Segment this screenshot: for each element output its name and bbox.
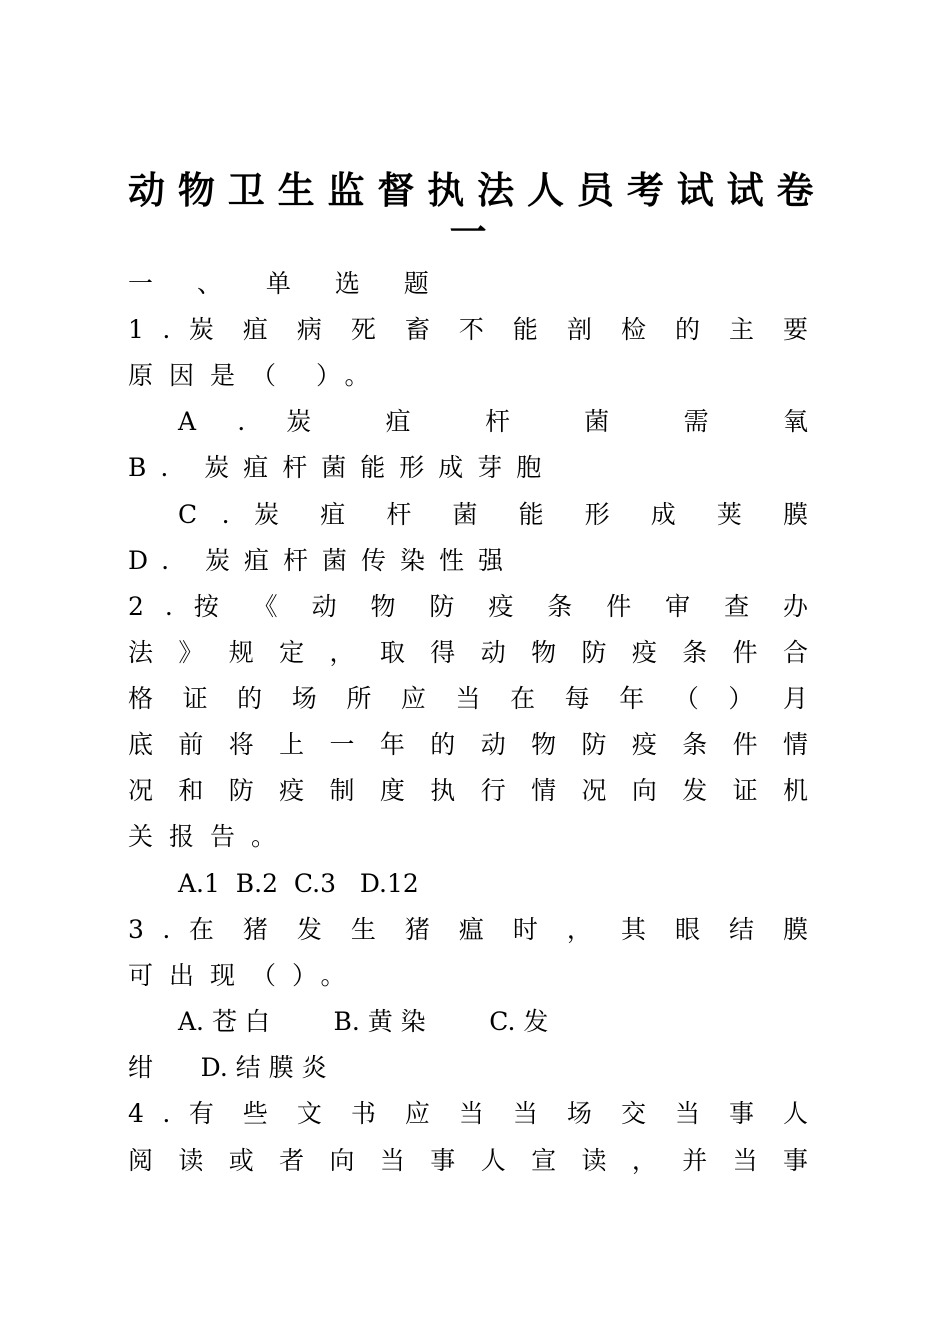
question-1-option-c: C . 炭 疽 杆 菌 能 形 成 荚 膜 bbox=[178, 500, 808, 529]
question-2-line-4: 底 前 将 上 一 年 的 动 物 防 疫 条 件 情 bbox=[128, 730, 808, 759]
question-1-option-d: D. 炭疽杆菌传染性强 bbox=[128, 546, 518, 575]
document-title-line2: 一 bbox=[449, 210, 487, 254]
question-4-line-1: 4 . 有 些 文 书 应 当 当 场 交 当 事 人 bbox=[128, 1099, 808, 1128]
question-4-line-2: 阅 读 或 者 向 当 事 人 宣 读 ， 并 当 事 bbox=[128, 1146, 808, 1175]
question-2-line-1: 2 . 按 《 动 物 防 疫 条 件 审 查 办 bbox=[128, 592, 808, 621]
question-1-line-1: 1 . 炭 疽 病 死 畜 不 能 剖 检 的 主 要 bbox=[128, 315, 808, 344]
document-title-line1: 动 物 卫 生 监 督 执 法 人 员 考 试 试 卷 bbox=[128, 168, 814, 212]
question-3-line-2: 可出现（）。 bbox=[128, 961, 362, 990]
question-1-option-b: B. 炭疽杆菌能形成芽胞 bbox=[128, 453, 556, 482]
question-1-option-a: A . 炭 疽 杆 菌 需 氧 bbox=[178, 407, 808, 436]
question-2-line-3: 格 证 的 场 所 应 当 在 每 年 （ ） 月 bbox=[128, 684, 808, 713]
question-1-line-2: 原因是（ ）。 bbox=[128, 361, 386, 390]
question-2-line-5: 况 和 防 疫 制 度 执 行 情 况 向 发 证 机 bbox=[128, 776, 808, 805]
question-2-line-2: 法 》 规 定 ， 取 得 动 物 防 疫 条 件 合 bbox=[128, 638, 808, 667]
question-3-line-1: 3 . 在 猪 发 生 猪 瘟 时 ， 其 眼 结 膜 bbox=[128, 915, 808, 944]
section-heading: 一 、 单 选 题 bbox=[128, 269, 447, 298]
question-2-options: A.1 B.2 C.3 D.12 bbox=[178, 869, 419, 898]
question-3-options-line-1: A. 苍 白 B. 黄 染 C. 发 bbox=[178, 1007, 549, 1036]
question-2-line-6: 关报告。 bbox=[128, 822, 293, 851]
question-3-options-line-2: 绀 D. 结 膜 炎 bbox=[128, 1053, 327, 1082]
